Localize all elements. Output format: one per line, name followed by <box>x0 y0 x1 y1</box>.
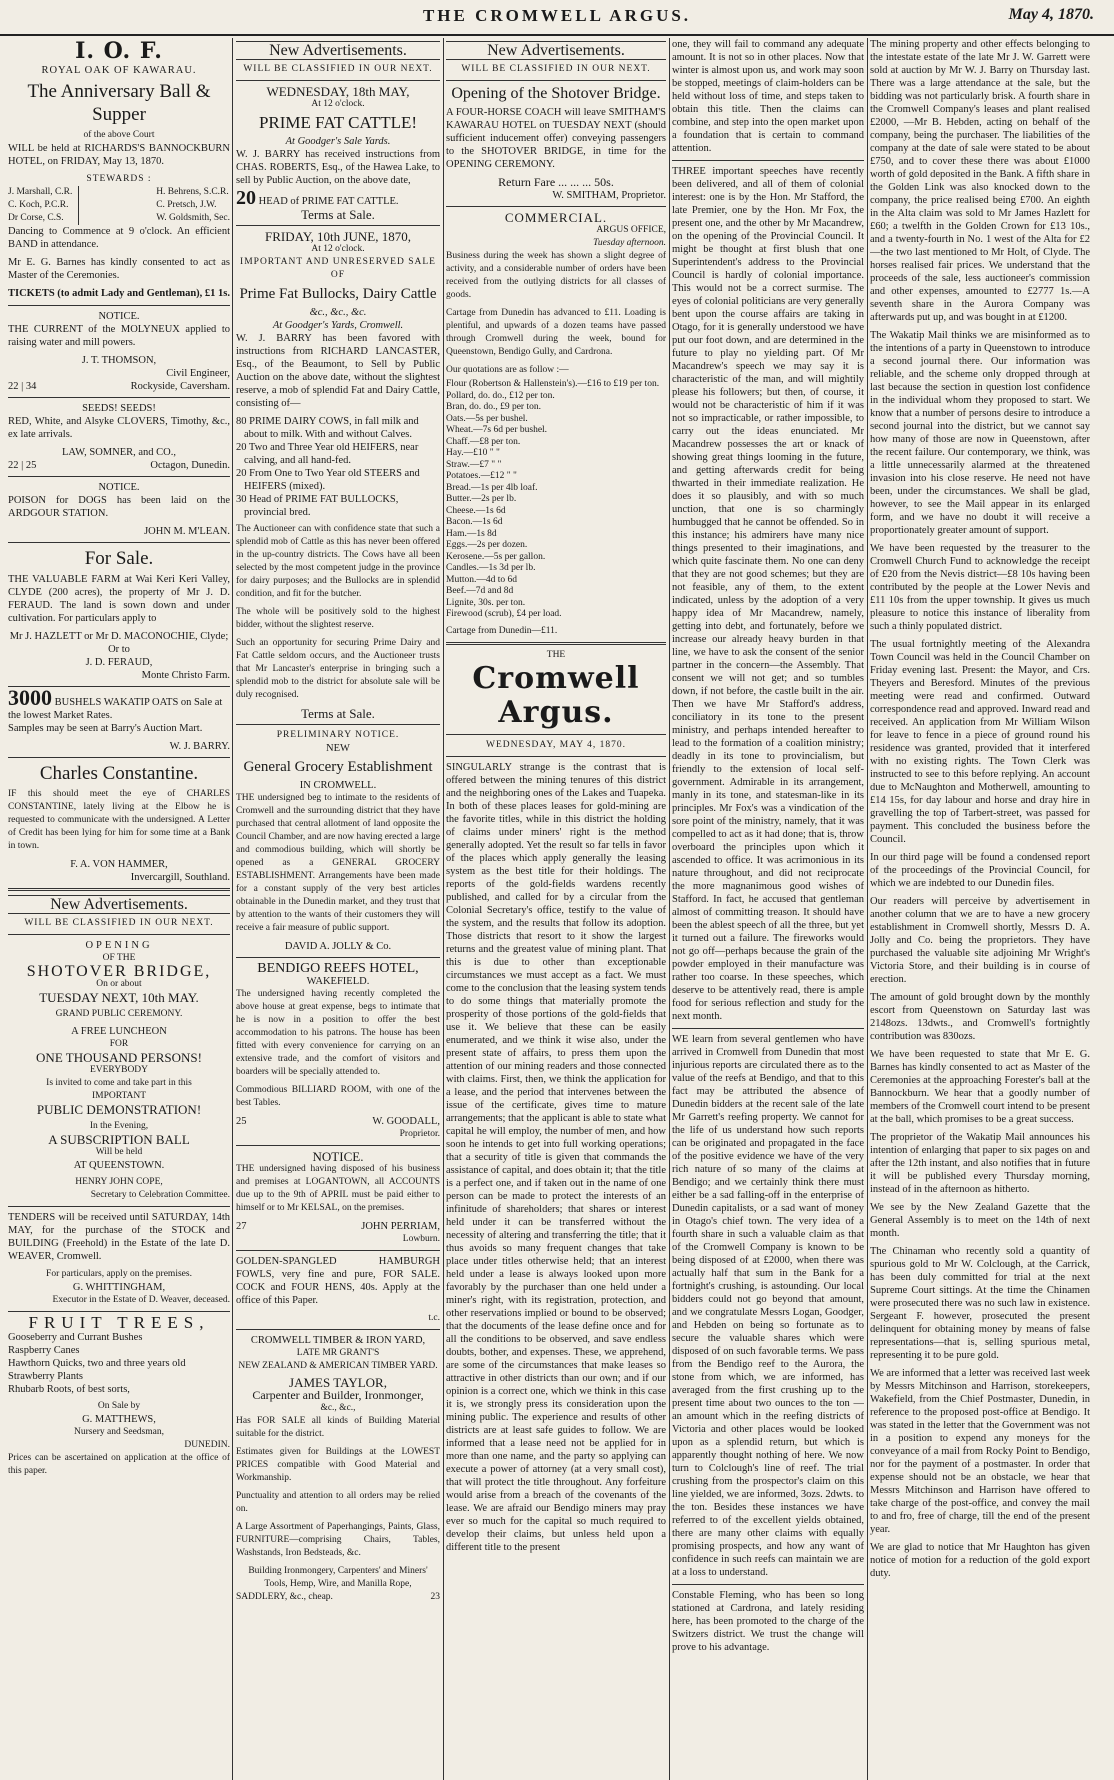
fruit-list <box>8 1331 230 1396</box>
news-church-fund: We have been requested by the treasurer to the Cromwell Church Fund to acknowledge the receipt of £20 from the Nevis district—£8 10s having been contributed by the people at the Lower Nevis and £11 10s from the upper township. It gives us much pleasure to notice this instance of liberality from such a thinly populated district. <box>870 543 1090 632</box>
price-item: Pollard, do. do., £12 per ton. <box>446 390 555 401</box>
taylor-estimates: Estimates given for Buildings at the LOWEST PRICES compatible with Good Material and Workmanship. <box>236 1447 440 1483</box>
grocery-name: DAVID A. JOLLY & Co. <box>284 941 392 952</box>
column-2 <box>236 38 440 1780</box>
taylor-ref: 23 <box>430 1592 440 1602</box>
cattle-lot <box>236 187 440 209</box>
on-or-about: On or about <box>96 979 142 989</box>
price-item: Bacon.—1s 6d <box>446 517 503 527</box>
charles-text: IF this should meet the eye of CHARLES CONSTANTINE, lately living at the Elbow he is requested to communicate with the undersigned. A Letter of Credit has been lying for him for some time at a Bank in town. <box>8 789 230 851</box>
editorial-continued: one, they will fail to command any adequate amount. It is not so in other places. Now that winter is almost upon us, and work may soon be stopped, meetings of claim-holders can be held without loss of time, and steps taken to obtain this title. Then the claims can combine, and step into the open market upon a foundation that is certain to command attention. <box>672 39 864 154</box>
coach-name: W. SMITHAM, Proprietor. <box>552 190 666 201</box>
cattle-count: 20 <box>236 187 256 209</box>
notice2-name: JOHN M. M'LEAN. <box>144 526 230 537</box>
dancing-notice: Dancing to Commence at 9 o'clock. An efficient BAND in attendance. <box>8 226 230 250</box>
of-the: OF THE <box>102 953 136 963</box>
quotations-intro: Our quotations are as follow :— <box>446 365 569 375</box>
demonstration: PUBLIC DEMONSTRATION! <box>36 1102 202 1117</box>
new-adv-heading: New Advertisements. <box>8 895 230 914</box>
price-item: Wheat.—7s 6d per bushel. <box>446 425 548 435</box>
news-foresters-ball: We have been requested to state that Mr E. G. Barnes has kindly consented to act as Master of the Ceremonies at the approaching Forester's ball at the Bannockburn. We hear that a goodly number of members of the Cromwell court intend to be present at the ball, which promises to be a great success. <box>870 1049 1090 1125</box>
notice1-text: THE CURRENT of the MOLYNEUX applied to raising water and mill powers. <box>8 324 230 348</box>
news-assembly: We see by the New Zealand Gazette that the General Assembly is to meet on the 14th of next month. <box>870 1202 1090 1239</box>
bullocks-etc: &c., &c., &c. <box>309 307 367 318</box>
argus-office: ARGUS OFFICE, <box>596 225 666 235</box>
issue-date: May 4, 1870. <box>1008 6 1094 23</box>
taylor-forsale: Has FOR SALE all kinds of Building Material suitable for the district. <box>236 1416 440 1439</box>
preliminary-notice: PRELIMINARY NOTICE. <box>276 730 400 740</box>
new-adv-sub: WILL BE CLASSIFIED IN OUR NEXT. <box>461 64 651 74</box>
seeds-name: LAW, SOMNER, and CO., <box>62 447 176 458</box>
column-rule <box>232 38 233 1780</box>
oats-number: 3000 <box>8 685 52 710</box>
column-5 <box>870 38 1090 1780</box>
price-item: Mutton.—4d to 6d <box>446 574 517 585</box>
column-rule <box>669 38 670 1780</box>
bullocks-sold: The whole will be positively sold to the highest bidder, without the slightest reserve. <box>236 607 440 630</box>
bullocks-confidence: The Auctioneer can with confidence state that such a splendid mob of Cattle as this has never been offered in the up-country districts. The Cows have all been selected by the most competent judge in the province for dairy purposes; and the Bullocks are in splendid condition, and fit for the butcher. <box>236 524 440 599</box>
cope-title: Secretary to Celebration Committee. <box>90 1190 230 1200</box>
for: FOR <box>109 1039 129 1049</box>
notice2-heading: NOTICE. <box>98 482 140 493</box>
price-item: Ham.—1s 8d <box>446 528 497 539</box>
news-gold-escort: The amount of gold brought down by the monthly escort from Queenstown on Saturday last was 2148ozs. 13dwts., and Cromwell's fortnightly contribution was 830ozs. <box>870 992 1090 1042</box>
price-item: Potatoes.—£12 " " <box>446 471 517 481</box>
notice-ref: 27 <box>236 1221 247 1232</box>
terms-at-sale: Terms at Sale. <box>301 706 375 721</box>
forsale-apply: Mr J. HAZLETT or Mr D. MACONOCHIE, Clyde; <box>9 631 229 642</box>
cattle-desc: HEAD of PRIME FAT CATTLE. <box>258 196 399 207</box>
taylor-title: Carpenter and Builder, Ironmonger, <box>252 1388 424 1402</box>
steward: C. Pretsch, J.W. <box>156 200 217 210</box>
bendigo-text: The undersigned having recently completed the above house at great expense, begs to intimate that he is now in a position to offer the best accommodation to his patrons. The house has been fitted with every convenience for carrying on an extensive trade, and the comfort of visitors and boarders will be specially attended to. <box>236 989 440 1077</box>
bullocks-item: 20 Two and Three Year old HEIFERS, near calving, and all hand-fed. <box>236 442 419 466</box>
forsale-name: J. D. FERAUD, <box>85 657 153 668</box>
fruit-heading: FRUIT TREES, <box>28 1313 210 1332</box>
important-sale: IMPORTANT AND UNRESERVED SALE OF <box>240 257 436 280</box>
tenders-name: G. WHITTINGHAM, <box>72 1282 166 1293</box>
fruit-item: Raspberry Canes <box>8 1345 80 1356</box>
fruit-item: Strawberry Plants <box>8 1371 83 1382</box>
price-item: Flour (Robertson & Hallenstein's).—£16 to £19 per ton. <box>446 379 660 389</box>
taylor-name: JAMES TAYLOR, <box>289 1375 387 1390</box>
fruit-item: Rhubarb Roots, of best sorts, <box>8 1384 130 1395</box>
notice-text: THE undersigned having disposed of his business and premises at LOGANTOWN, all ACCOUNTS due up to the 9th of APRIL must be paid either to himself or to Mr KELSAL, on the premises. <box>236 1164 440 1213</box>
return-fare: Return Fare ... ... ... 50s. <box>498 175 614 189</box>
shotover-bridge: SHOTOVER BRIDGE, <box>26 963 212 980</box>
new-adv-heading: New Advertisements. <box>236 41 440 60</box>
fruit-title: Nursery and Seedsman, <box>74 1427 164 1437</box>
forsale-place: Monte Christo Farm. <box>141 670 230 681</box>
news-third-page: In our third page will be found a condensed report of the proceedings of the Provincial Council, for which we are indebted to our Dunedin files. <box>870 852 1090 889</box>
cope-name: HENRY JOHN COPE, <box>75 1177 163 1187</box>
tuesday-afternoon: Tuesday afternoon. <box>593 238 666 248</box>
ball-text: WILL be held at RICHARDS'S BANNOCKBURN HOTEL, on FRIDAY, May 13, 1870. <box>8 143 230 167</box>
bullocks-text: W. J. BARRY has been favored with instructions from RICHARD LANCASTER, Esq., of the Beaumont, to Sell by Public Auction on the above date, without the slightest reserve, a mob of splendid Fat and Dairy Cattle, consisting of— <box>236 333 440 409</box>
everybody: EVERYBODY <box>89 1065 149 1075</box>
notice1-name: J. T. THOMSON, <box>81 355 157 366</box>
barnes-notice: Mr E. G. Barnes has kindly consented to act as Master of the Ceremonies. <box>8 257 230 281</box>
notice-heading: NOTICE. <box>312 1149 364 1164</box>
steward: J. Marshall, C.R. <box>8 187 73 197</box>
bendigo-place: WAKEFIELD. <box>306 976 370 987</box>
timber-late: LATE MR GRANT'S <box>296 1348 380 1358</box>
lodge-name: ROYAL OAK OF KAWARAU. <box>41 65 197 76</box>
steward: H. Behrens, S.C.R. <box>156 187 229 197</box>
fruit-place: DUNEDIN. <box>184 1440 230 1450</box>
stewards-label: STEWARDS : <box>86 174 152 184</box>
fri-time: At 12 o'clock. <box>311 244 365 254</box>
grocery-heading: General Grocery Establishment <box>243 759 433 775</box>
column-1 <box>8 38 230 1780</box>
notice-place: Lowburn. <box>402 1234 440 1244</box>
price-item: Eggs.—2s per dozen. <box>446 540 528 550</box>
news-chinaman: The Chinaman who recently sold a quantity of spurious gold to Mr W. Colclough, at the Carrick, has been duly committed for trial at the next Supreme Court sittings. At the time the Chinamen were prosecuted there was no such law in existence. Sergeant F. however, prosecuted the present delinquent for obtaining money by means of false representations—that is, selling spurious metal, representing it to be pure gold. <box>870 1246 1090 1361</box>
coach-text: A FOUR-HORSE COACH will leave SMITHAM'S KAWARAU HOTEL on TUESDAY NEXT (should sufficient inducement offer) conveying passengers to the SHOTOVER BRIDGE, in time for the OPENING CEREMONY. <box>446 107 666 170</box>
news-town-council: The usual fortnightly meeting of the Alexandra Town Council was held in the Council Chamber on Friday evening last. Present: the Mayor, and Crs. Theyers and Beresford. Minutes of the previous meeting were read and confirmed. Outward correspondence read and approved. Inward read and received. An application from Mr William Wilson for leave to fence in a piece of ground round his residence was granted, provided that it interfered with no existing rights. The Town Clerk was instructed to see to this before replying. An account due to McNaughton and Motherwell, amounting to £14 15s, for day labour and horse and dray hire in gravelling the top of Tarbert-street, was passed for payment. This concluded the business before the Council. <box>870 639 1090 845</box>
grocery-in: IN CROMWELL. <box>299 780 377 791</box>
bendigo-title: Proprietor. <box>399 1129 440 1139</box>
oats-text: BUSHELS WAKATIP OATS on Sale at the lowest Market Rates. <box>8 697 223 721</box>
cartage: Cartage from Dunedin—£11. <box>446 625 558 636</box>
editorial-leasing: SINGULARLY strange is the contrast that is offered between the mining tenures of this district and the neighboring ones of the Lakes and Tuapeka. In both of these places leases for gold-mining are the favorite titles, while in this district the holding of claims under miners' right is the method generally adopted. Yet the result so far tells in favor of the places which apply generally the leasing system as the best title for their holdings. The reports of the gold-fields wardens recently published, and called for by a circular from the Colonial Secretary's office, testify to the value of the system, and the results that follow its adoption. Those districts that resort to it show the largest returns and the greatest value of mining plant. That this is due to other than exceptionable circumstances we must accept as a fact. We must come to the conclusion that the leasing system tends to do some things that materially promote the prosperity of those portions of the gold-fields that use it. We believe that these can be easily enumerated, and we think it wise also, under the present state of affairs, to press them upon the attention of our mining readers and those connected with claims. First, then, we think the application for a lease, and the period that intervenes between the issue of the certificate, gives time to mature arrangements; that the applicant is able to state what capital he will employ, the number of men, and how soon he intends to get into full working operations; that a security of title is given that commands the assistance of capital, and does obtain it; that the title is a perfect one, and if taken out in the name of one person can be made to protect the interests of an infinitude of shareholders; that shares or interest held under it can be transferred without the necessity of altering and transferring the title; that it thus avoids so many frequent changes that take place under titles otherwise held; that an interest held under a lease is always looked upon more favorably by the purchaser than one held under a miner's right, with its registration, protection, and other reservations implied or bound to be observed; that the documents of the lease define once and for all the conditions to be observed, and save endless doubts, bother, and expenses. These, we apprehend, are some of the circumstances that make leases so attractive in other districts than our own; and if our opinion is a correct one, which we think in this case it is, we strongly press its consideration upon the mining public. The experience and results of other districts are at least safe guides to follow. We are informed that a lease need not be applied for in more than one name, and the party so applying can execute a power of attorney (at a very small cost), that will protect the title throughout. Any forfeiture would arise from a breach of the covenants of the lease. We are afraid our Bendigo miners may pray ever so much for the capital so much required to develop their claims, but unless held upon a different title to the present <box>446 761 666 1553</box>
bendigo-billiard: Commodious BILLIARD ROOM, with one of the best Tables. <box>236 1085 440 1108</box>
bullocks-place: At Goodger's Yards, Cromwell. <box>272 320 404 331</box>
price-item: Cheese.—1s 6d <box>446 505 506 516</box>
new-adv-sub: WILL BE CLASSIFIED IN OUR NEXT. <box>24 918 214 928</box>
bullocks-heading: Prime Fat Bullocks, Dairy Cattle <box>239 286 437 302</box>
notice1-title: Civil Engineer, <box>166 368 230 379</box>
forsale-or: Or to <box>108 644 130 655</box>
seeds-ref: 22 | 25 <box>8 460 37 471</box>
hamburgh-tc: t.c. <box>428 1313 440 1323</box>
news-wakatip-mail: The Wakatip Mail thinks we are misinformed as to the intentions of a party in Queenstown to introduce a second journal there. Our information was reliable, and the scheme only dropped through at last because the section in question lost confidence in the individual whom they proposed to start. We know that a number of persons desire to introduce a second journal into the district, but we cannot say how many of those are now in Queenstown, after the recent failure. Our contemporary, we think, was a little unnecessarily alarmed at the threatened invasion into his close reserve. He need not have been, under the circumstances. We shall be glad, however, to see the Mail appear in its enlarged form, and we have no doubt it will receive a proportionately greater amount of support. <box>870 330 1090 536</box>
fruit-prices: Prices can be ascertained on application at the office of this paper. <box>8 1453 230 1476</box>
grand-ceremony: GRAND PUBLIC CEREMONY. <box>55 1009 183 1019</box>
news-mail-enlarging: The proprietor of the Wakatip Mail announces his intention of enlarging that paper to six pages on and after the 12th instant, and also notifies that in future it will be published every Thursday morning, instead of in the afternoon as hitherto. <box>870 1132 1090 1195</box>
price-item: Chaff.—£8 per ton. <box>446 436 521 447</box>
price-item: Bread.—1s per 4lb loaf. <box>446 482 538 493</box>
price-item: Straw.—£7 " " <box>446 459 502 470</box>
price-list <box>446 379 666 621</box>
at-queenstown: AT QUEENSTOWN. <box>73 1160 165 1171</box>
bullocks-list <box>236 415 440 519</box>
ioof-heading: I. O. F. <box>75 38 163 64</box>
masthead <box>0 0 1114 36</box>
paper-running-title: THE CROMWELL ARGUS. <box>422 6 692 25</box>
bendigo-ref: 25 <box>236 1116 247 1127</box>
column-rule <box>867 38 868 1780</box>
news-mining-property: The mining property and other effects belonging to the intestate estate of the late Mr J. W. Garrett were sold at auction by Mr W. J. Barry on Thursday last. There was a large attendance at the sale, but the bidding was not particularly brisk. A fourth share in the Cromwell Company's leases and plant realised £2000, —Mr B. Hebden, acting on behalf of the company, being the purchaser. The liabilities of the company at the date of sale were stated to be about £750, and to cover these there was about £1000 worth of gold deposited in the Bank. A fifth share in the Golden Link was also knocked down to the company, the price realised being £700. An eighth in the Alta claim was sold to Mr James Hazlett for £60; a twelfth in the Golden Crown for £13 10s., and a twenty-fourth in No. 1 west of the Alta for £2 —the two last mentioned to Mr Holt, of Clyde. The horses realised fair prices. We understand that the proceeds of the sale, less auctioneer's commission and other expenses, amounted to £2777 1s.—A seventh share in the Aurora Company was afterwards put up, and was bought in at £1200. <box>870 39 1090 323</box>
bullocks-opportunity: Such an opportunity for securing Prime Dairy and Fat Cattle seldom occurs, and the Auctioneer trusts that Mr Lancaster's enterprise in bringing such a splendid mob to the district for absolute sale will be duly recognised. <box>236 638 440 700</box>
invited: Is invited to come and take part in this <box>46 1078 192 1088</box>
wed-time: At 12 o'clock. <box>311 99 365 109</box>
column-rule <box>443 38 444 1780</box>
tenders-text: TENDERS will be received until SATURDAY, 14th MAY, for the purchase of the STOCK and BUILDING (Freehold) in the Estate of the late D. WEAVER, Cromwell. <box>8 1212 230 1262</box>
will-be-held: Will be held <box>95 1147 143 1157</box>
price-item: Beef.—7d and 8d <box>446 586 514 596</box>
steward: C. Koch, P.C.R. <box>8 200 69 210</box>
taylor-saddlery: SADDLERY, &c., cheap. <box>236 1592 333 1602</box>
seeds-text: RED, White, and Alsyke CLOVERS, Timothy, &c., ex late arrivals. <box>8 416 230 440</box>
steward: Dr Corse, C.S. <box>8 213 64 223</box>
ball-sub: of the above Court <box>83 130 155 140</box>
taylor-assortment: A Large Assortment of Paperhangings, Paints, Glass, FURNITURE—comprising Chairs, Tables, Washstands, Iron Bedsteads, &c. <box>236 1522 440 1558</box>
taylor-punctuality: Punctuality and attention to all orders may be relied on. <box>236 1491 440 1514</box>
tickets: TICKETS (to admit Lady and Gentleman), £1 1s. <box>8 288 230 299</box>
notice2-text: POISON for DOGS has been laid on the ARDGOUR STATION. <box>8 495 230 519</box>
one-thousand: ONE THOUSAND PERSONS! <box>36 1050 202 1065</box>
oats-samples: Samples may be seen at Barry's Auction Mart. <box>8 723 203 734</box>
price-item: Kerosene.—5s per gallon. <box>446 551 546 562</box>
new-label: NEW <box>326 743 350 754</box>
fruit-item: Gooseberry and Currant Bushes <box>8 1332 143 1343</box>
fruit-name: G. MATTHEWS, <box>82 1414 156 1425</box>
timber-heading: CROMWELL TIMBER & IRON YARD, <box>250 1335 426 1346</box>
oats-ad <box>8 685 230 722</box>
taylor-ironmongery: Building Ironmongery, Carpenters' and Miners' Tools, Hemp, Wire, and Manilla Rope, <box>248 1566 428 1589</box>
notice1-ref: 22 | 34 <box>8 381 37 392</box>
fruit-item: Hawthorn Quicks, two and three years old <box>8 1358 186 1369</box>
ball-title: The Anniversary Ball & Supper <box>27 81 211 125</box>
fri-date: FRIDAY, 10th JUNE, 1870, <box>265 229 411 244</box>
paper-date: WEDNESDAY, MAY 4, 1870. <box>485 739 626 750</box>
stewards-list <box>8 186 230 225</box>
the-label: THE <box>546 649 566 660</box>
tenders-particulars: For particulars, apply on the premises. <box>46 1269 192 1279</box>
hamburgh-text: GOLDEN-SPANGLED HAMBURGH FOWLS, very fine and pure, FOR SALE. COCK and FOUR HENS, 40s. Apply at the office of this Paper. <box>236 1256 440 1306</box>
seeds-heading: SEEDS! SEEDS! <box>82 403 156 414</box>
charles-place: Invercargill, Southland. <box>130 872 230 883</box>
important: IMPORTANT <box>91 1091 147 1101</box>
fruit-onsale: On Sale by <box>97 1401 141 1411</box>
price-item: Candles.—1s 3d per lb. <box>446 563 536 573</box>
taylor-etc: &c., &c., <box>320 1403 356 1413</box>
charles-name: F. A. VON HAMMER, <box>70 859 168 870</box>
news-grocery: Our readers will perceive by advertisement in another column that we are to have a new grocery establishment in Cromwell shortly, Messrs D. A. Jolly and Co. being the proprietors. They have purchased the valuable site adjoining Mr Wright's Victoria Store, and their building is in course of erection. <box>870 896 1090 985</box>
notice1-place: Rockyside, Caversham. <box>130 381 230 392</box>
news-gold-duty: We are glad to notice that Mr Haughton has given notice of motion for a reduction of the gold export duty. <box>870 1542 1090 1579</box>
subscription-ball: A SUBSCRIPTION BALL <box>48 1132 190 1147</box>
price-item: Oats.—5s per bushel. <box>446 413 528 424</box>
seeds-place: Octagon, Dunedin. <box>150 460 230 471</box>
editorial-reefs: WE learn from several gentlemen who have arrived in Cromwell from Dunedin that most injurious reports are circulated there as to the value of the reefs at Bendigo, and that to this fact may be attributed the absence of Dunedin bidders at the recent sale of the late Mr Garrett's reefing property. We cannot for the life of us understand how such reports can be originated and propagated in the face of the positive evidence we have of the very rich nature of so many of the claims at Bendigo; and we certainly think there must either be a sad falling-off in the enterprise of Dunedin capitalists, or a sad want of money in Otago's chief town. The very idea of a fourth share in such a valuable claim as that of the Cromwell Company is known to be being disposed of at £2000, when there was actually half that sum in the Bank for a fortnight's crushing, is astounding. Our local bidders could not go beyond that amount, and we congratulate Messrs Logan, Goodger, and Hebden on being so fortunate as to secure the valuable shares which were disposed of on such favorable terms. We pass from the Bendigo reef to the Aurora, the stone from which, we are informed, has averaged from the first crushing up to the present time about two ounces to the ton —an amount which in the reefing districts of Victoria and other places would be looked upon as a splendid return, but which is apparently thought nothing of here. We now turn to Colclough's line of reef. The trial crushing from the prospector's claim on this line yielded, we are informed, 3ozs. 2dwts. to the ton. Besides these instances we have referred to of the excellent yields obtained, there are many other claims with equally promising prospects, and how any want of confidence in such reefs can maintain we are at a loss to understand. <box>672 1034 864 1578</box>
price-item: Firewood (scrub), £4 per load. <box>446 609 562 619</box>
oats-name: W. J. BARRY. <box>169 741 230 752</box>
steward: W. Goldsmith, Sec. <box>156 213 230 223</box>
price-item: Butter.—2s per lb. <box>446 494 517 504</box>
new-adv-heading: New Advertisements. <box>446 41 666 60</box>
commercial-text: Cartage from Dunedin has advanced to £11. Loading is plentiful, and upwards of a dozen teams have passed through Cromwell during the week, bound for Queenstown, Bendigo Gully, and Cardrona. <box>446 308 666 357</box>
opening: OPENING <box>85 940 153 951</box>
bullocks-item: 20 From One to Two Year old STEERS and HEIFERS (mixed). <box>236 468 420 492</box>
bendigo-heading: BENDIGO REEFS HOTEL, <box>257 961 419 976</box>
price-item: Lignite, 30s. per ton. <box>446 597 526 608</box>
column-3 <box>446 38 666 1780</box>
paper-title: Cromwell Argus. <box>472 660 640 730</box>
notice1-heading: NOTICE. <box>98 311 140 322</box>
shotover-heading: Opening of the Shotover Bridge. <box>451 85 661 102</box>
cattle-place: At Goodger's Sale Yards. <box>285 136 391 147</box>
forsale-text: THE VALUABLE FARM at Wai Keri Keri Valley, CLYDE (200 acres), the property of Mr J. D. FERAUD. The land is sown down and under cultivation. For particulars apply to <box>8 574 230 624</box>
bullocks-item: 80 PRIME DAIRY COWS, in fall milk and about to milk. With and without Calves. <box>236 416 419 440</box>
terms-at-sale: Terms at Sale. <box>301 207 375 222</box>
price-item: Bran, do. do., £9 per ton. <box>446 402 541 412</box>
wed-date: WEDNESDAY, 18th MAY, <box>266 84 410 99</box>
commercial-text: Business during the week has shown a slight degree of activity, and a considerable number of orders have been received from the outlying districts for all classes of goods. <box>446 251 666 300</box>
tenders-executor: Executor in the Estate of D. Weaver, deceased. <box>52 1295 230 1305</box>
new-adv-sub: WILL BE CLASSIFIED IN OUR NEXT. <box>243 64 433 74</box>
editorial-speeches: THREE important speeches have recently been delivered, and all of them of colonial interest: one is by the Hon. Mr Stafford, the late Premier, one by the Hon. Mr Fox, the present one, and the other by Mr Macandrew, on the opening of the Provincial Council. It might be thought at first blush that one Superintendent's address to the Provincial Council is hardly of colonial importance. This would not be a correct surmise. The eyes of colonial politicians are very generally bent upon the course affairs are taking in Otago, for it is generally understood we have put our foot down, and are determined in the future to play no yielding part. Of Mr Macandrew's speech we may say it is characteristic of the man, and will mightily please his followers; but then, of course, it would not be characteristic of him if it was not so impracticable, or rather impossible, to carry out the ideas enunciated. Mr Macandrew possesses the art or knack of showing great things looming in the future, and getting afterwards credit for being thwarted in their immediate realization. He does it so plausibly, and with so much unction, that one is so charmingly humbugged that he cannot be offended. So in this instance; his admirers have many nice things presented to their imaginations, and which quite fascinate them. No one can deny that they are not good schemes; but they are not feasible, any of them, to the extent indicated, unless by the adoption of a very happy idea of Mr Macandrew, namely, getting into debt, and fortunately, before we increase our already heavy burden in that line, we have to ask the consent of the senior partner in the concern—the Assembly. That consent we will not get; and so tumbles down, if not before, the castle built in the air. Then we have Mr Stafford's address, conciliatory in its tone to the present ministry, and perhaps intended hereafter to lead to the formation of a coalition ministry; deadly in its tone to provincialism, but friendly to the extension of local self-government. Admirable in its arrangement, manly in its tone, and statesman-like in its principles. Mr Fox's was a vindication of the sore point of the ministry, namely, that it was compelled to act as it had done; that is, throw overboard the principles upon which it ascended to office. It was acrimonious in its nature throughout, and did not reciprocate the more magnanimous good wishes of Stafford. In fact, he accused that gentleman almost of committing treason. It should have been the ablest speech of all the three, but yet it turned out a failure. The fireworks would not go off—perhaps because the grain of the powder employed in their manufacture was rather too coarse. In these speeches, which deserve to be attentively read, there is ample food for serious reflection and study for the next month. <box>672 166 864 1022</box>
news-post-office: We are informed that a letter was received last week by Messrs Mitchinson and Harrison, storekeepers, Wakefield, from the Chief Postmaster, Dunedin, in reference to the proposed post-office at Bendigo. It was stated in the letter that the Government was not in a position to expend any moneys for the conveyance of a mail from Rocky Point to Bendigo, nor for the payment of a postmaster. In order that expense should not be an obstacle, we hear that Messrs Mitchinson and Harrison have offered to take charge of the post-office, and convey the mail to and fro, free of charge, till the end of the present year. <box>870 1368 1090 1535</box>
tuesday-next: TUESDAY NEXT, 10th MAY. <box>39 990 199 1005</box>
grocery-text: THE undersigned beg to intimate to the residents of Cromwell and the surrounding district that they have purchased that central allotment of land opposite the Council Chamber, and are now having erected a large and commodious building, which will shortly be opened as a GENERAL GROCERY ESTABLISHMENT. Arrangements have been made for a constant supply of the very best articles obtainable in the Dunedin market, and they trust that by attention to the wants of their customers they will receive a fair measure of public support. <box>236 793 440 933</box>
charles-heading: Charles Constantine. <box>39 763 199 784</box>
bullocks-item: 30 Head of PRIME FAT BULLOCKS, provincial bred. <box>236 494 399 518</box>
bendigo-name: W. GOODALL, <box>372 1116 440 1127</box>
notice-name: JOHN PERRIAM, <box>361 1221 440 1232</box>
commercial-heading: COMMERCIAL. <box>504 210 608 225</box>
evening: In the Evening, <box>89 1121 149 1131</box>
free-luncheon: A FREE LUNCHEON <box>71 1026 167 1037</box>
cattle-text: W. J. BARRY has received instructions from CHAS. ROBERTS, Esq., of the Hawea Lake, to sell by Public Auction, on the above date, <box>236 149 440 186</box>
column-4 <box>672 38 864 1780</box>
forsale-heading: For Sale. <box>84 548 154 569</box>
cattle-heading: PRIME FAT CATTLE! <box>258 113 418 132</box>
timber-nz: NEW ZEALAND & AMERICAN TIMBER YARD. <box>238 1361 438 1371</box>
price-item: Hay.—£10 " " <box>446 448 500 458</box>
news-fleming: Constable Fleming, who has been so long stationed at Cardrona, and lately residing here, has been promoted to the charge of the Switzers district. We trust the change will prove to his advantage. <box>672 1590 864 1653</box>
